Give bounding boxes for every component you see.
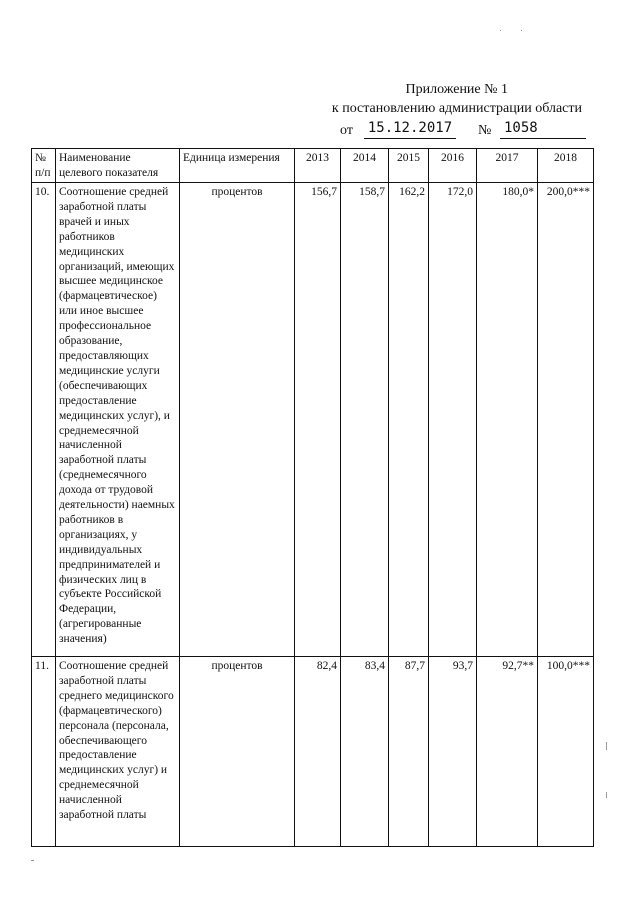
header-year: 2014	[341, 149, 389, 183]
value-cell: 158,7	[341, 183, 389, 657]
value-cell: 83,4	[341, 657, 389, 847]
header-year: 2013	[295, 149, 341, 183]
value-cell: 200,0***	[538, 183, 594, 657]
header-year: 2018	[538, 149, 594, 183]
header-year: 2015	[389, 149, 429, 183]
value-cell: 172,0	[429, 183, 477, 657]
value-cell: 100,0***	[538, 657, 594, 847]
value-cell: 82,4	[295, 657, 341, 847]
appendix-title: Приложение № 1	[405, 82, 508, 97]
value-cell: 162,2	[389, 183, 429, 657]
indicator-name: Соотношение средней заработной платы среднего медицинского (фармацевтического) персонала (персонала, обеспечивающего предоставление медицинских услуг) и среднемесячной начисленной заработной платы	[56, 657, 180, 847]
number-sign: №	[478, 123, 492, 138]
scan-speck	[31, 860, 34, 861]
header-name: Наименование целевого показателя	[56, 149, 180, 183]
decree-number: 1058	[500, 119, 586, 139]
decree-date: 15.12.2017	[364, 119, 456, 139]
header-year: 2016	[429, 149, 477, 183]
table-header-row	[32, 149, 594, 183]
value-cell: 93,7	[429, 657, 477, 847]
indicators-table	[31, 148, 594, 847]
value-cell: 87,7	[389, 657, 429, 847]
scan-speck	[606, 792, 607, 798]
header-num: № п/п	[32, 149, 56, 183]
decree-date-number	[302, 119, 582, 141]
row-number: 10.	[32, 183, 56, 657]
value-cell: 156,7	[295, 183, 341, 657]
scan-speck	[500, 30, 501, 31]
scan-speck	[606, 742, 607, 750]
from-label: от	[340, 123, 353, 138]
value-cell: 92,7**	[477, 657, 538, 847]
header-unit: Единица измерения	[180, 149, 295, 183]
header-year: 2017	[477, 149, 538, 183]
indicator-unit: процентов	[180, 183, 295, 657]
appendix-header	[302, 80, 582, 141]
table-row	[32, 183, 594, 657]
scan-speck	[521, 30, 522, 31]
indicator-name: Соотношение средней заработной платы врачей и иных работников медицинских организаций, имеющих высшее медицинское (фармацевтическое) или иное высшее профессиональное образование, предоставляющих медицинские услуги (обеспечивающих предоставление медицинских услуг), и среднемесячной начисленной заработной платы (среднемесячного дохода от трудовой деятельности) наемных работников в организациях, у индивидуальных предпринимателей и физических лиц в субъекте Российской Федерации, (агрегированные значения)	[56, 183, 180, 657]
indicator-unit: процентов	[180, 657, 295, 847]
row-number: 11.	[32, 657, 56, 847]
table-row	[32, 657, 594, 847]
decree-reference: к постановлению администрации области	[331, 101, 582, 116]
value-cell: 180,0*	[477, 183, 538, 657]
